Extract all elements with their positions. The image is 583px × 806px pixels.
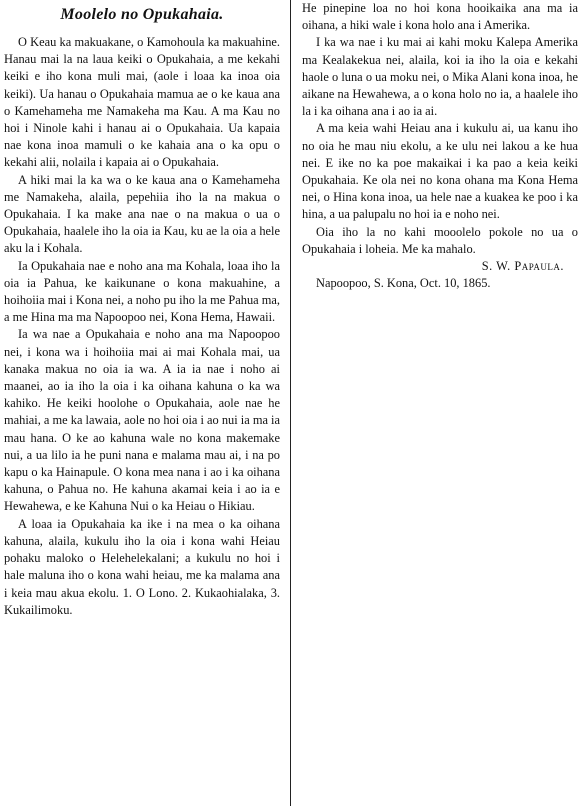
paragraph-4: Ia wa nae a Opukahaia e noho ana ma Napoopoo nei, i kona wa i hoihoiia mai ai mai Kohala mai, ua kanaka makua no oia ia wa. A ia ia nae i noho ai maanei, ao ia iho la oia i ka oihana kahuna o ka wa kahiko. He keiki hoolohe o Opukahaia, aole nae he mahiai, a me ka lawaia, aole no hoi oia i ao nui ia ma ia mau hana. O ke ao kahuna wale no kona makemake nui, a ua lilo ia he puni nana e malama mau ai, i na po kapu o ka Hainapule. O kona mea nana i ao i ka oihana kahuna, o Pahua no. He kahuna akamai keia i ao ia e Hewahewa, e ke Kahuna Nui o ka Heiau o Hikiau. (4, 327, 280, 514)
paragraph-3: Ia Opukahaia nae e noho ana ma Kohala, loaa iho la oia ia Pahua, ke kaikunane o kona makuahine, a hoihoiia mai i Kona nei, a noho pu iho la me Pahua ma, a me Hina ma ma Napoopoo nei, Kona Hema, Hawaii. (4, 258, 280, 325)
paragraph-1: O Keau ka makuakane, o Kamohoula ka makuahine. Hanau mai la na laua keiki o Opukahaia, a me kekahi keiki e iho kona muli mai, (aole i loaa ka inoa oia keiki). Ua hanau o Opukahaia mamua ae o ke kaua ana o Kamehameha me Namakeha ma Kau. A ma Kau no hoi i Ninole kahi i hanau ai o Opukahaia. Ua kapaia nae kona inoa mamuli o ke kahaia ana o ka opu o kekahi alii, nolaila i kapaia ai o Opukahaia. (4, 35, 280, 170)
paragraph-2: A hiki mai la ka wa o ke kaua ana o Kamehameha me Namakeha, alaila, pepehiia iho la na makua o Opukahaia. I ka make ana nae o na makua o ua o Opukahaia, haalele iho la oia ia Kau, ku ae la oia a hele aku la i Kohala. (4, 172, 280, 256)
paragraph-7: I ka wa nae i ku mai ai kahi moku Kalepa Amerika ma Kealakekua nei, alaila, koi ia iho la oia e kekahi haole o luna o ua moku nei, o Mika Alani kona inoa, he aikane na Hewahewa, a o kona holo no ia, a haalele iho la i ka oihana ana i ao ia ai. (302, 35, 578, 119)
dateline: Napoopoo, S. Kona, Oct. 10, 1865. (316, 276, 491, 291)
right-column (296, 0, 578, 292)
author-signature: S. W. Papaula. (481, 259, 564, 274)
column-divider (290, 0, 291, 806)
left-column (4, 0, 286, 619)
paragraph-9: Oia iho la no kahi mooolelo pokole no ua o Opukahaia i loheia. Me ka mahalo. (302, 224, 578, 256)
article-title: Moolelo no Opukahaia. (60, 6, 224, 23)
paragraph-8: A ma keia wahi Heiau ana i kukulu ai, ua kanu iho no oia he mau niu ekolu, a ke ulu nei lakou a ke hua nei. E ike no ka poe makaikai i ka pao a keia keiki Opukahaia. Ke ola nei no kona ohana ma Kona Hema nei, o Hina kona inoa, ua hele nae a kuakea ke poo i ka hina, a ua palupalu no hoi ia e noho nei. (302, 121, 578, 222)
paragraph-5: A loaa ia Opukahaia ka ike i na mea o ka oihana kahuna, alaila, kukulu iho la oia i kona wahi Heiau pohaku maloko o Helehelekalani; a kukulu no hoi i hale maluna iho o kona wahi heiau, me ka malama ana i keia mau akua ekolu. 1. O Lono. 2. Kukaohialaka, 3. Kukailimoku. (4, 516, 280, 617)
paragraph-6: He pinepine loa no hoi kona hooikaika ana ma ia oihana, a hiki wale i kona holo ana i Amerika. (302, 1, 578, 33)
